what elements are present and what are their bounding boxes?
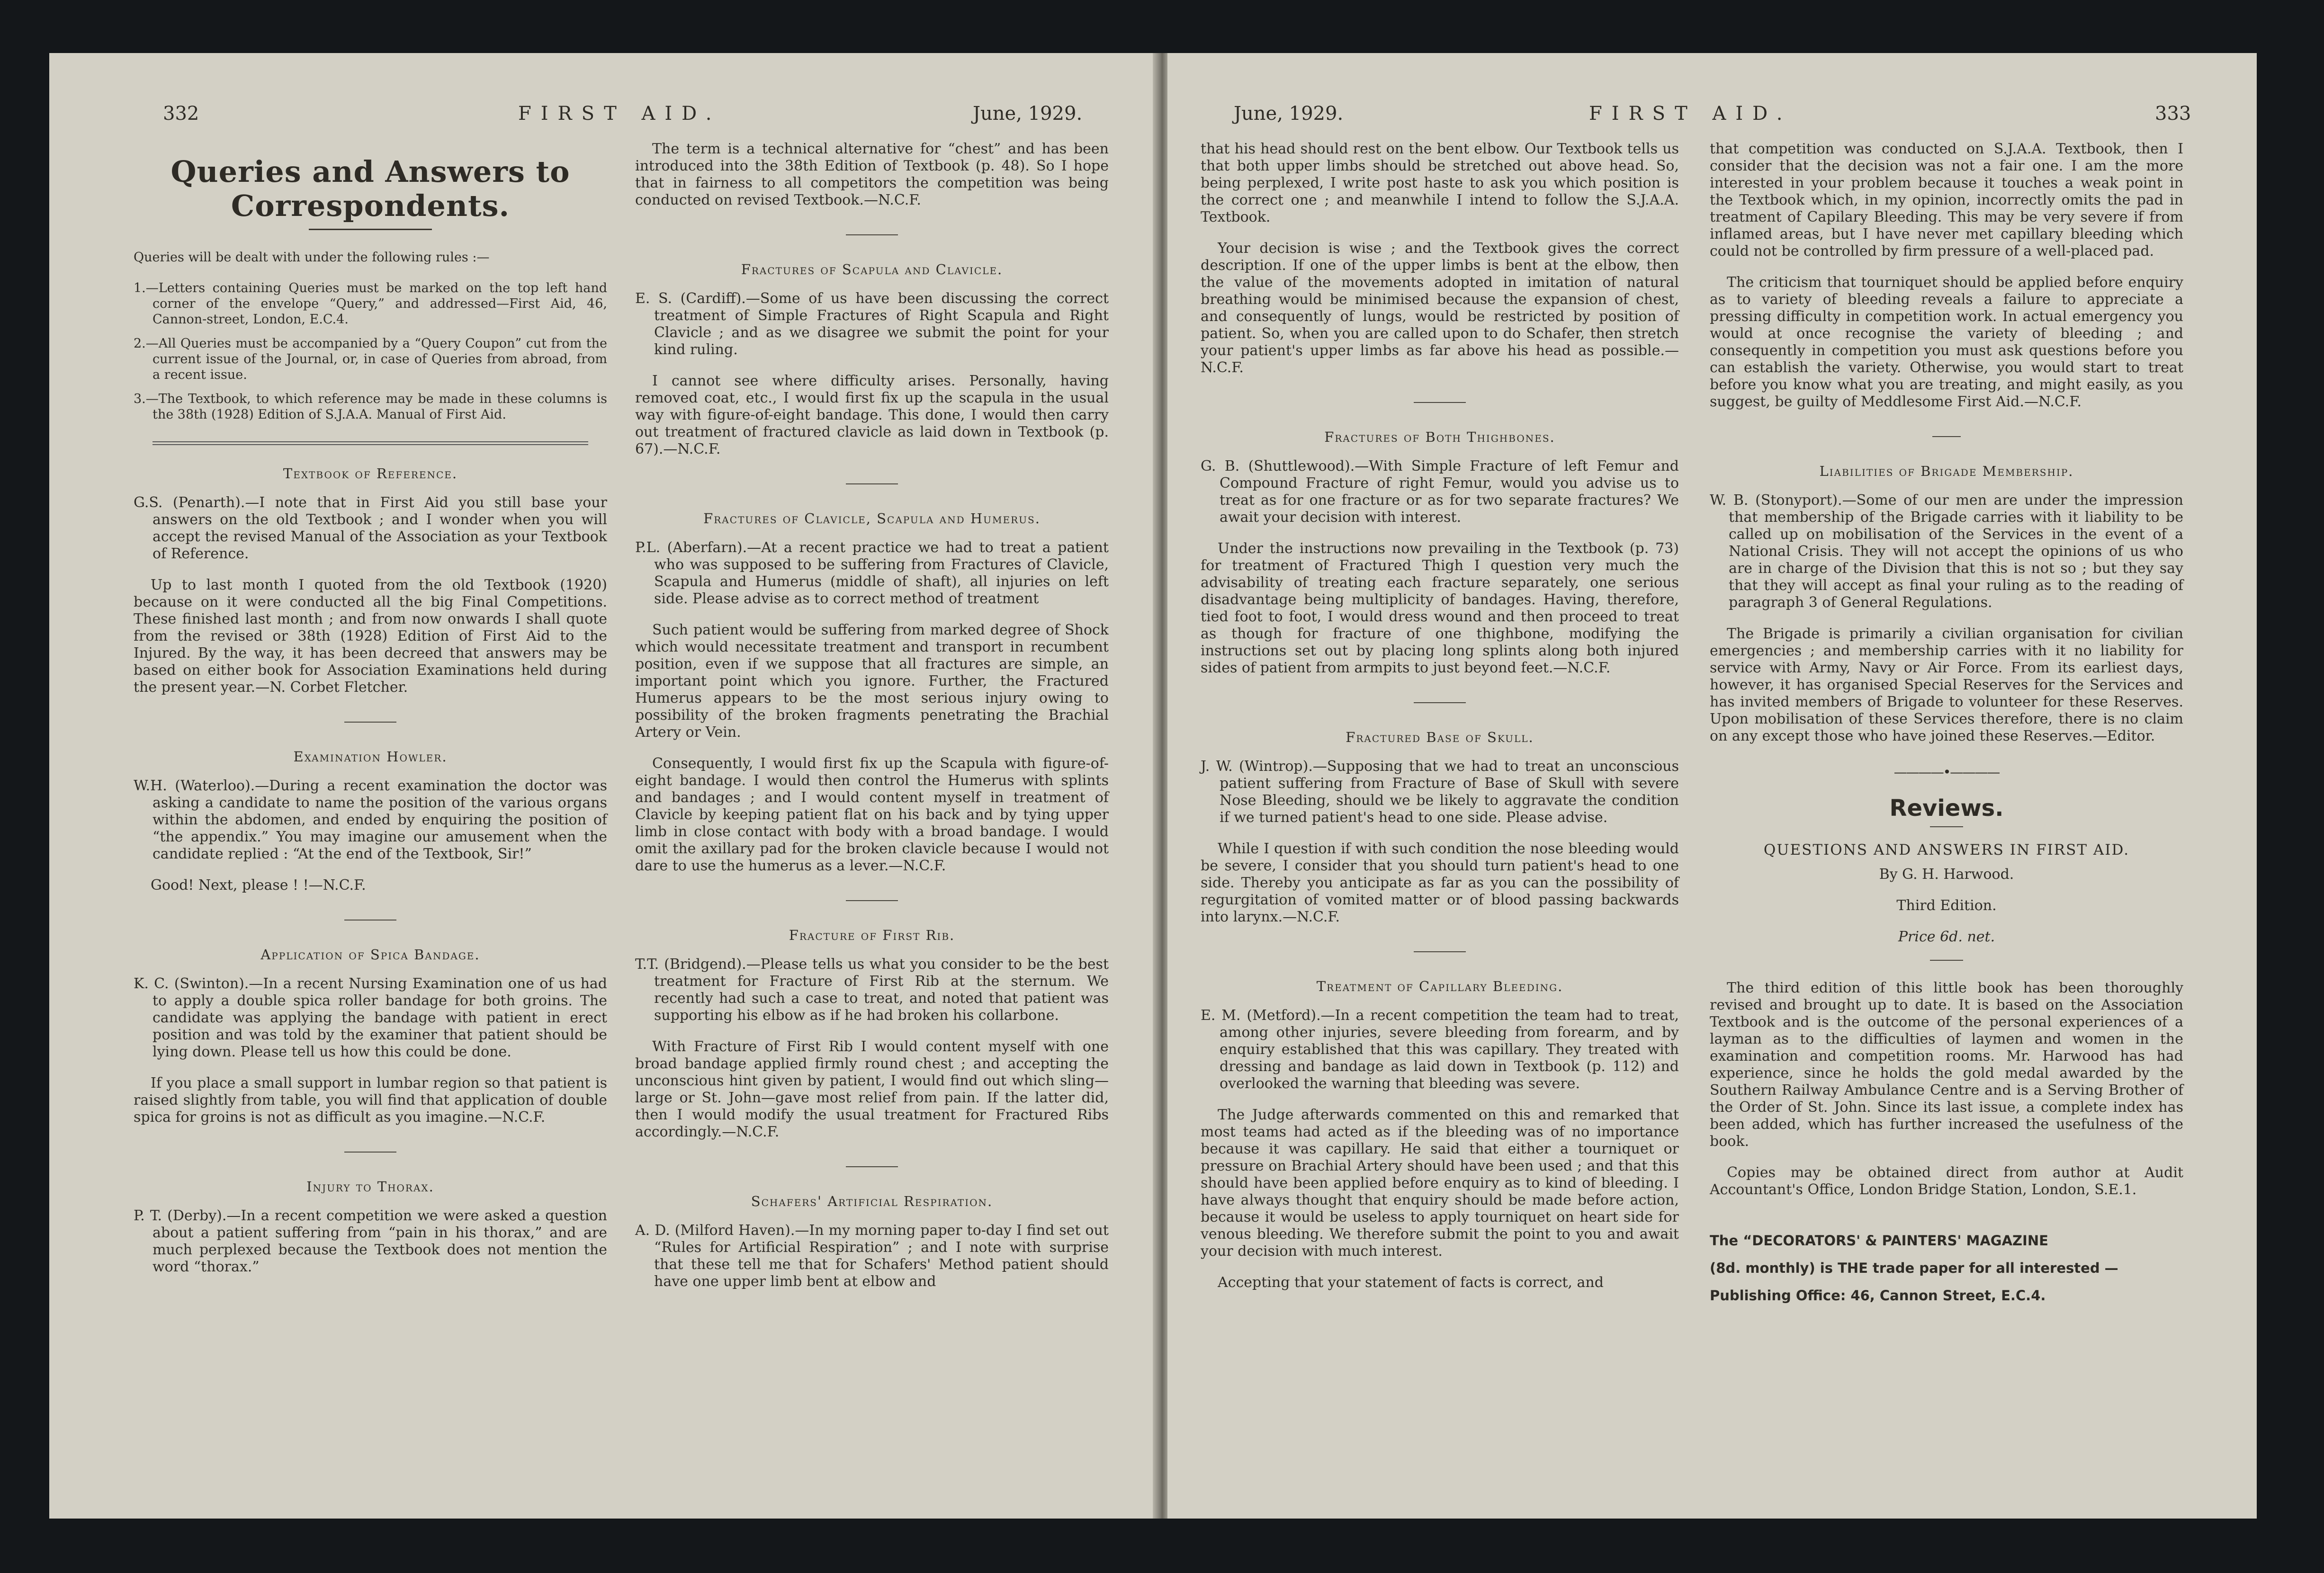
separator bbox=[846, 234, 898, 235]
query-title: Textbook of Reference. bbox=[283, 465, 458, 482]
separator bbox=[1930, 960, 1963, 961]
query-title: Fractured Base of Skull. bbox=[1346, 729, 1534, 745]
issue-date-left: June, 1929. bbox=[973, 103, 1083, 125]
query-title: Examination Howler. bbox=[293, 749, 448, 765]
reviews-heading: Reviews. bbox=[1889, 795, 2004, 822]
query-title: Fractures of Both Thighbones. bbox=[1324, 429, 1555, 445]
separator bbox=[1414, 951, 1466, 952]
query-text: P. T. (Derby).—In a recent competition we were asked a question about a patient suffering from “pain in his thorax,” and are much perplexed because the Textbook does not mention the word “thorax.” bbox=[134, 1207, 607, 1275]
separator bbox=[846, 1166, 898, 1167]
answer-text: The Judge afterwards commented on this and remarked that most teams had acted as if the bleeding was of no importance because it was capillary. He said that either a tourniquet or pressure on Brachial Artery should have been used ; and that this should have been applied before enquiry as to kind of bleeding. I have always thought that enquiry should be made before action, because it would be useless to apply tourniquet on heart side for venous bleeding. We therefore submit the point to you and await your decision with much interest. bbox=[1201, 1107, 1679, 1260]
query-title: Application of Spica Bandage. bbox=[260, 947, 480, 963]
query-title: Schafers' Artificial Respiration. bbox=[751, 1193, 993, 1209]
book-edition: Third Edition. bbox=[1896, 897, 1997, 914]
separator bbox=[344, 1152, 396, 1153]
query-text: K. C. (Swinton).—In a recent Nursing Examination one of us had to apply a double spica roller bandage for both groins. The candidate was applying the bandage with patient in erect position and was told by the examiner that patient should be lying down. Please tell us how this could be done. bbox=[134, 975, 607, 1060]
advertisement: The “DECORATORS' & PAINTERS' MAGAZINE (8d. monthly) is THE trade paper for all interested — Publishing Office: 46, Cannon Street, E.C.4. bbox=[1710, 1233, 2118, 1304]
query-text: J. W. (Wintrop).—Supposing that we had to treat an unconscious patient suffering from Fracture of Base of Skull with severe Nose Bleeding, should we be likely to aggravate the condition if we turned patient's head to one side. Please advise. bbox=[1201, 758, 1679, 826]
separator bbox=[1932, 436, 1961, 437]
left-column-2 bbox=[635, 141, 1109, 1305]
query-title: Treatment of Capillary Bleeding. bbox=[1316, 978, 1563, 994]
separator bbox=[344, 920, 396, 921]
answer-text: The criticism that tourniquet should be applied before enquiry as to variety of bleeding reveals a failure to appreciate a pressing difficulty in competition work. In actual emergency you would at once recognise the variety of bleeding ; and consequently in competition you must ask questions before you can establish the variety. Otherwise, you would start to treat before you know what you are treating, and might easily, as you suggest, be guilty of Meddlesome First Aid.—N.C.F. bbox=[1710, 274, 2183, 410]
query-title: Fractures of Clavicle, Scapula and Humerus. bbox=[703, 510, 1041, 527]
answer-text: Accepting that your statement of facts is correct, and bbox=[1218, 1274, 1604, 1291]
rule-item: 1.—Letters containing Queries must be marked on the top left hand corner of the envelope “Query,” and addressed—First Aid, 46, Cannon-street, London, E.C.4. bbox=[134, 281, 607, 327]
issue-date-right: June, 1929. bbox=[1234, 103, 1344, 125]
ornament-divider: ————•———— bbox=[1893, 764, 2000, 780]
section-heading: Queries and Answers to Correspondents. bbox=[170, 154, 570, 223]
heading-rule bbox=[309, 229, 432, 230]
query-title: Fracture of First Rib. bbox=[789, 927, 955, 943]
separator bbox=[846, 900, 898, 901]
answer-text: Your decision is wise ; and the Textbook gives the correct description. If one of the upper limbs is bent at the elbow, then the value of the movements adopted in imitation of natural breathing would be minimised because the expansion of chest, and consequently of lungs, would be restricted by position of patient. So, when you are called upon to do Schafer, then stretch your patient's upper limbs as far above his head as possible.—N.C.F. bbox=[1201, 240, 1679, 376]
separator bbox=[1414, 702, 1466, 703]
query-title: Injury to Thorax. bbox=[306, 1179, 434, 1195]
left-column-1 bbox=[134, 141, 607, 1290]
answer-text: With Fracture of First Rib I would content myself with one broad bandage applied firmly round chest ; and accepting the unconscious hint given by patient, I would find out which sling—large or St. John—gave most relief from pain. If the latter did, then I would modify the usual treatment for Fractured Ribs accordingly.—N.C.F. bbox=[635, 1038, 1109, 1140]
left-page bbox=[49, 53, 1155, 1519]
rule-item: 2.—All Queries must be accompanied by a “Query Coupon” cut from the current issue of the Journal, or, in case of Queries from abroad, from a recent issue. bbox=[134, 336, 607, 382]
query-title: Liabilities of Brigade Membership. bbox=[1819, 463, 2074, 479]
query-text: G. B. (Shuttlewood).—With Simple Fracture of left Femur and Compound Fracture of right Femur, would you advise us to treat as for one fracture or as for two separate fractures? We await your decision with interest. bbox=[1201, 458, 1679, 526]
query-text: A. D. (Milford Haven).—In my morning paper to-day I find set out “Rules for Artificial Respiration” ; and I note with surprise that these tell me that for Schafers' Method patient should have one upper limb bent at elbow and bbox=[635, 1222, 1109, 1290]
rule-item: 3.—The Textbook, to which reference may be made in these columns is the 38th (1928) Edition of S.J.A.A. Manual of First Aid. bbox=[134, 392, 607, 422]
separator bbox=[846, 483, 898, 484]
review-text: The third edition of this little book has been thoroughly revised and brought up to date. It is based on the Association Textbook and is the outcome of the personal experiences of a layman as to the difficulties of laymen and women in the examination and competition rooms. Mr. Harwood has had experience, since he holds the gold medal awarded by the Southern Railway Ambulance Centre and is a Serving Brother of the Order of St. John. Since its last issue, a complete index has been added, which has further increased the usefulness of the book. bbox=[1710, 980, 2183, 1150]
page-number-left: 332 bbox=[163, 103, 199, 125]
query-text: P.L. (Aberfarn).—At a recent practice we had to treat a patient who was supposed to be suffering from Fractures of Clavicle, Scapula and Humerus (middle of shaft), all injuries on left side. Please advise as to correct method of treatment bbox=[635, 539, 1109, 607]
query-text: W. B. (Stonyport).—Some of our men are under the impression that membership of the Brigade carries with it liability to be called up on mobilisation of the Services in the event of a National Crisis. They will not accept the opinions of us who are in charge of the Division that this is not so ; but they say that they will accept as final your ruling as to the reading of paragraph 3 of General Regulations. bbox=[1710, 492, 2183, 611]
page-number-right: 333 bbox=[2155, 103, 2191, 125]
review-text: Copies may be obtained direct from author at Audit Accountant's Office, London Bridge Station, London, S.E.1. bbox=[1710, 1164, 2183, 1198]
answer-text: that competition was conducted on S.J.A.A. Textbook, then I consider that the decision was not a fair one. I am the more interested in your problem because it touches a weak point in the Textbook which, in my opinion, incorrectly omits the pad in treatment of Capilary Bleeding. This may be very severe if from inflamed areas, but I have never met capillary bleeding which could not be controlled by firm pressure of a well-placed pad. bbox=[1710, 141, 2183, 259]
running-title-right: FIRST AID. bbox=[1589, 103, 1792, 125]
answer-text: Consequently, I would first fix up the Scapula with figure-of-eight bandage. I would then control the Humerus with splints and bandages ; and I would content myself in treatment of Clavicle by keeping patient flat on his back and by tying upper limb in close contact with body with a broad bandage. I would omit the axillary pad for the broken clavicle because I would not dare to use the humerus as a lever.—N.C.F. bbox=[635, 755, 1109, 874]
answer-text: While I question if with such condition the nose bleeding would be severe, I consider that you should turn patient's head to one side. Thereby you anticipate as far as you can the possibility of regurgitation of vomited matter or of blood passing backwards into larynx.—N.C.F. bbox=[1201, 840, 1679, 925]
answer-text: The term is a technical alternative for “chest” and has been introduced into the 38th Edition of Textbook (p. 48). So I hope that in fairness to all competitors the competition was being conducted on revised Textbook.—N.C.F. bbox=[635, 141, 1109, 208]
query-text: W.H. (Waterloo).—During a recent examination the doctor was asking a candidate to name the position of the various organs within the abdomen, and ended by enquiring the position of “the appendix.” You may imagine our amusement when the candidate replied : “At the end of the Textbook, Sir!” bbox=[134, 778, 607, 862]
answer-text: I cannot see where difficulty arises. Personally, having removed coat, etc., I would first fix up the scapula in the usual way with figure-of-eight bandage. This done, I would then carry out treatment of fractured clavicle as laid down in Textbook (p. 67).—N.C.F. bbox=[635, 373, 1109, 457]
answer-text: If you place a small support in lumbar region so that patient is raised slightly from table, you will find that application of double spica for groins is not as difficult as you imagine.—N.C.F. bbox=[134, 1075, 607, 1126]
answer-text: Under the instructions now prevailing in the Textbook (p. 73) for treatment of Fractured Thigh I question very much the advisability of treating each fracture separately, one serious disadvantage being multiplicity of bandages. Having, therefore, tied foot to foot, I would dress wound and then proceed to treat as though for fracture of one thighbone, modifying the instructions set out by placing long splints along both injured sides of patient from armpits to just beyond feet.—N.C.F. bbox=[1201, 540, 1679, 676]
double-rule bbox=[153, 441, 588, 445]
query-text: E. M. (Metford).—In a recent competition the team had to treat, among other injuries, severe bleeding from forearm, and by enquiry established that this was capillary. They treated with dressing and bandage as laid down in Textbook (p. 112) and overlooked the warning that bleeding was severe. bbox=[1201, 1007, 1679, 1092]
separator bbox=[1414, 402, 1466, 403]
answer-text: The Brigade is primarily a civilian organisation for civilian emergencies ; and membership carries with it no liability for service with Army, Navy or Air Force. From its earliest days, however, it has organised Special Reserves for the Services and has invited members of Brigade to volunteer for these Reserves. Upon mobilisation of these Services therefore, there is no claim on any except those who have joined these Reserves.—Editor. bbox=[1710, 626, 2183, 744]
query-text: E. S. (Cardiff).—Some of us have been discussing the correct treatment of Simple Fractures of Right Scapula and Right Clavicle ; and as we disagree we submit the point for your kind ruling. bbox=[635, 290, 1109, 358]
query-text: G.S. (Penarth).—I note that in First Aid you still base your answers on the old Textbook ; and I wonder when you will accept the revised Manual of the Association as your Textbook of Reference. bbox=[134, 494, 607, 562]
answer-text: Up to last month I quoted from the old Textbook (1920) because on it were conducted all the big Final Competitions. These finished last month ; and from now onwards I shall quote from the revised or 38th (1928) Edition of First Aid to the Injured. By the way, it has been decreed that answers may be based on either book for Association Examinations held during the present year.—N. Corbet Fletcher. bbox=[134, 577, 607, 696]
rules-intro: Queries will be dealt with under the following rules :— bbox=[134, 250, 490, 265]
right-page bbox=[1167, 53, 2257, 1519]
query-title: Fractures of Scapula and Clavicle. bbox=[741, 261, 1003, 277]
separator bbox=[1930, 826, 1963, 827]
answer-text: Such patient would be suffering from marked degree of Shock which would necessitate treatment and transport in recumbent position, even if we suppose that all fractures are simple, an important point which you ignore. Further, the Fractured Humerus appears to be the most serious injury owing to possibility of the broken fragments penetrating the Brachial Artery or Vein. bbox=[635, 622, 1109, 741]
book-price: Price 6d. net. bbox=[1898, 929, 1995, 945]
book-title: QUESTIONS AND ANSWERS IN FIRST AID. bbox=[1763, 841, 2130, 858]
right-column-2 bbox=[1710, 141, 2183, 1309]
separator bbox=[344, 722, 396, 723]
query-text: that his head should rest on the bent elbow. Our Textbook tells us that both upper limbs should be stretched out above head. So, being perplexed, I write post haste to ask you which position is the correct one ; and meanwhile I intend to follow the S.J.A.A. Textbook. bbox=[1201, 141, 1679, 225]
right-column-1 bbox=[1201, 141, 1679, 1305]
running-title-left: FIRST AID. bbox=[518, 103, 721, 125]
book-author: By G. H. Harwood. bbox=[1879, 866, 2014, 883]
query-text: T.T. (Bridgend).—Please tells us what you consider to be the best treatment for Fracture of First Rib at the sternum. We recently had such a case to treat, and noted that patient was supporting his elbow as if he had broken his collarbone. bbox=[635, 956, 1109, 1024]
answer-text: Good! Next, please ! !—N.C.F. bbox=[151, 877, 366, 894]
